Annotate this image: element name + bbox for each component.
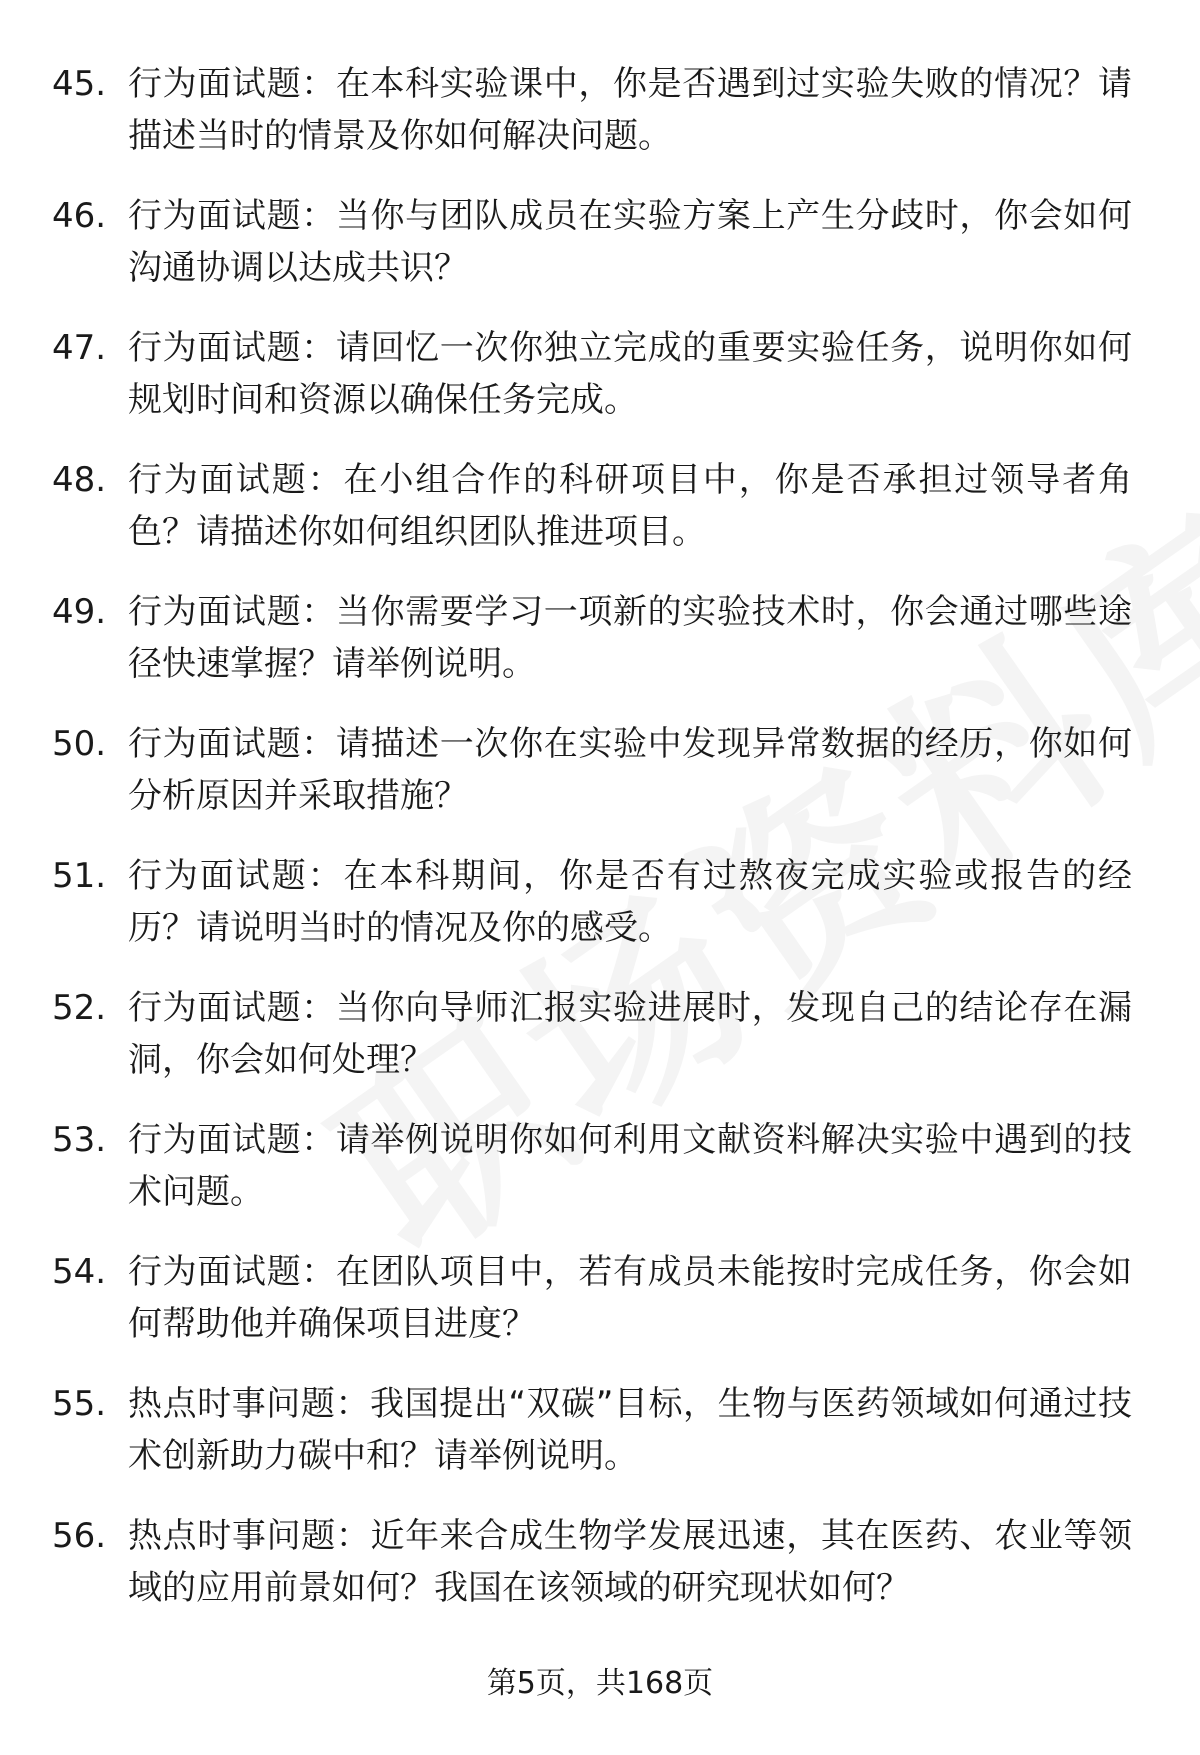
question-text: 行为面试题：请描述一次你在实验中发现异常数据的经历，你如何分析原因并采取措施？ (128, 724, 1132, 816)
question-item (52, 982, 1132, 1114)
question-list (52, 58, 1132, 1642)
question-number: 51. (52, 856, 107, 896)
question-text: 行为面试题：在团队项目中，若有成员未能按时完成任务，你会如何帮助他并确保项目进度？ (128, 1252, 1132, 1344)
question-item (52, 58, 1132, 190)
question-item (52, 1114, 1132, 1246)
question-number: 47. (52, 328, 107, 368)
question-text: 行为面试题：在小组合作的科研项目中，你是否承担过领导者角色？请描述你如何组织团队推进项目。 (128, 460, 1132, 552)
question-number: 50. (52, 724, 107, 764)
question-item (52, 190, 1132, 322)
question-item (52, 1378, 1132, 1510)
question-number: 53. (52, 1120, 107, 1160)
question-item (52, 850, 1132, 982)
question-number: 45. (52, 64, 107, 104)
question-number: 49. (52, 592, 107, 632)
question-text: 行为面试题：请回忆一次你独立完成的重要实验任务，说明你如何规划时间和资源以确保任务完成。 (128, 328, 1132, 420)
question-text: 热点时事问题：近年来合成生物学发展迅速，其在医药、农业等领域的应用前景如何？我国在该领域的研究现状如何？ (128, 1516, 1132, 1608)
question-item (52, 1510, 1132, 1642)
question-item (52, 454, 1132, 586)
question-item (52, 322, 1132, 454)
question-text: 行为面试题：当你需要学习一项新的实验技术时，你会通过哪些途径快速掌握？请举例说明。 (128, 592, 1132, 684)
question-text: 行为面试题：请举例说明你如何利用文献资料解决实验中遇到的技术问题。 (128, 1120, 1132, 1212)
question-item (52, 1246, 1132, 1378)
question-text: 行为面试题：当你向导师汇报实验进展时，发现自己的结论存在漏洞，你会如何处理？ (128, 988, 1132, 1080)
question-number: 54. (52, 1252, 107, 1292)
question-number: 52. (52, 988, 107, 1028)
question-number: 56. (52, 1516, 107, 1556)
question-number: 55. (52, 1384, 107, 1424)
question-text: 行为面试题：在本科期间，你是否有过熬夜完成实验或报告的经历？请说明当时的情况及你的感受。 (128, 856, 1132, 948)
question-text: 行为面试题：当你与团队成员在实验方案上产生分歧时，你会如何沟通协调以达成共识？ (128, 196, 1132, 288)
question-text: 热点时事问题：我国提出“双碳”目标，生物与医药领域如何通过技术创新助力碳中和？请举例说明。 (128, 1384, 1132, 1476)
question-item (52, 718, 1132, 850)
question-text: 行为面试题：在本科实验课中，你是否遇到过实验失败的情况？请描述当时的情景及你如何解决问题。 (128, 64, 1132, 156)
page-footer: 第5页，共168页 (486, 1666, 714, 1701)
question-number: 48. (52, 460, 107, 500)
question-item (52, 586, 1132, 718)
question-number: 46. (52, 196, 107, 236)
